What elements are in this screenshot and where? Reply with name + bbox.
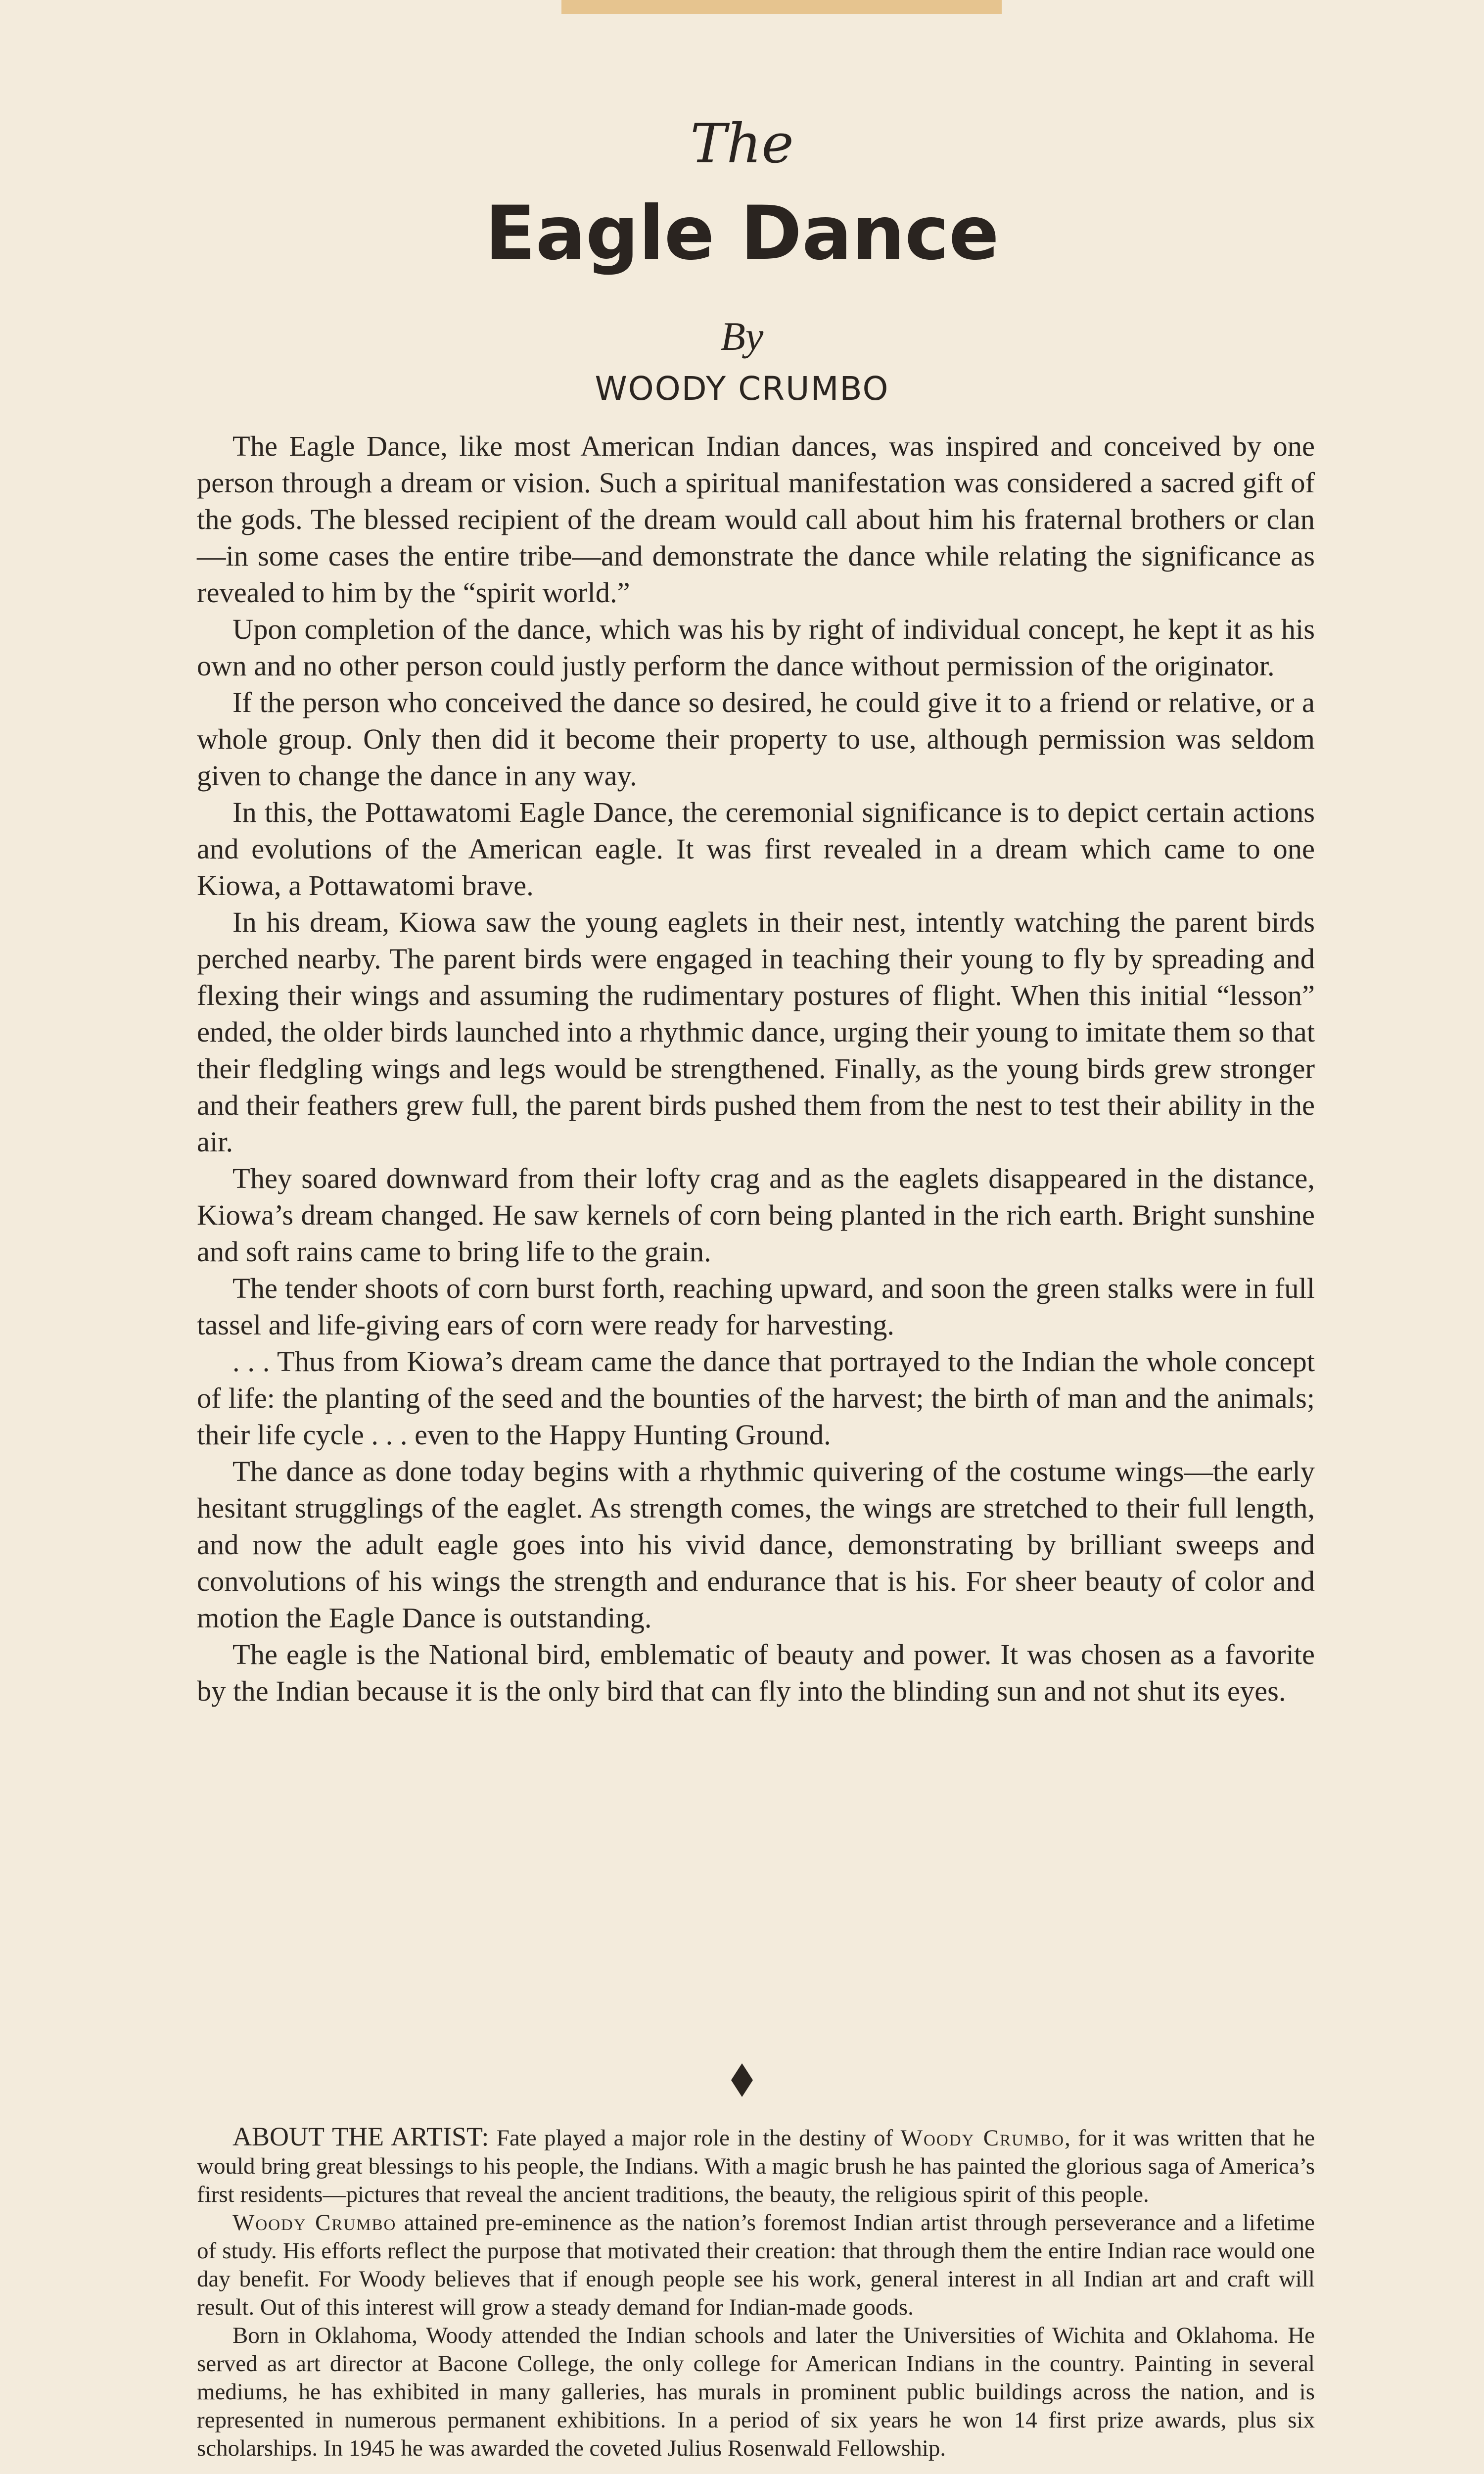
essay-paragraph: If the person who conceived the dance so desired, he could give it to a friend or relative, or a whole group. Only then did it become their property to use, although permission was seldom given to change the dance in any way.: [197, 686, 1315, 792]
about-paragraph: Born in Oklahoma, Woody attended the Indian schools and later the Universities of Wichita and Oklahoma. He served as art director at Bacone College, the only college for American Indians in the country. Painting in several mediums, he has exhibited in many galleries, has murals in prominent public buildings across the nation, and is represented in numerous permanent exhibitions. In a period of six years he won 14 first prize awards, plus six scholarships. In 1945 he was awarded the coveted Julius Rosenwald Fellowship.: [197, 2323, 1315, 2461]
diamond-ornament-icon: [731, 2063, 753, 2097]
essay-body: [197, 428, 1315, 1710]
about-text: Fate played a major role in the destiny of: [496, 2125, 893, 2151]
about-label: ABOUT THE ARTIST:: [232, 2122, 489, 2151]
byline: By: [720, 314, 764, 359]
about-the-artist: [197, 2123, 1315, 2463]
title-prefix: The: [690, 112, 794, 175]
essay-paragraph: In his dream, Kiowa saw the young eaglets in their nest, intently watching the parent birds perched nearby. The parent birds were engaged in teaching their young to fly by spreading and flexing their wings and assuming the rudimentary postures of flight. When this initial “lesson” ended, the older birds launched into a rhythmic dance, urging their young to imitate them so that their fledgling wings and legs would be strengthened. Finally, as the young birds grew stronger and their feathers grew full, the parent birds pushed them from the nest to test their ability in the air.: [197, 906, 1315, 1158]
essay-paragraph: The Eagle Dance, like most American Indian dances, was inspired and conceived by one person through a dream or vision. Such a spiritual manifestation was considered a sacred gift of the gods. The blessed recipient of the dream would call about him his fraternal brothers or clan—in some cases the entire tribe—and demonstrate the dance while relating the significance as revealed to him by the “spirit world.”: [197, 430, 1315, 609]
about-text: attained pre-eminence as the nation’s foremost Indian artist through perseverance and a lifetime of study. His efforts reflect the purpose that motivated their creation: that through them the entire Indian race would one day benefit. For Woody believes that if enough people see his work, general interest in all Indian art and craft will result. Out of this interest will grow a steady demand for Indian-made goods.: [197, 2210, 1315, 2320]
essay-paragraph: They soared downward from their lofty crag and as the eaglets disappeared in the distance, Kiowa’s dream changed. He saw kernels of corn being planted in the rich earth. Bright sunshine and soft rains came to bring life to the grain.: [197, 1162, 1315, 1268]
header: [0, 106, 1484, 411]
essay-paragraph: In this, the Pottawatomi Eagle Dance, the ceremonial significance is to depict certain actions and evolutions of the American eagle. It was first revealed in a dream which came to one Kiowa, a Pottawatomi brave.: [197, 796, 1315, 902]
essay-paragraph: . . . Thus from Kiowa’s dream came the dance that portrayed to the Indian the whole concept of life: the planting of the seed and the bounties of the harvest; the birth of man and the animals; their life cycle . . . even to the Happy Hunting Ground.: [197, 1345, 1315, 1451]
essay-paragraph: Upon completion of the dance, which was his by right of individual concept, he kept it as his own and no other person could justly perform the dance without permission of the originator.: [197, 613, 1315, 682]
essay-paragraph: The eagle is the National bird, emblematic of beauty and power. It was chosen as a favorite by the Indian because it is the only bird that can fly into the blinding sun and not shut its eyes.: [197, 1638, 1315, 1707]
about-text: , for it was written that he would bring great blessings to his people, the Indians. With a magic brush he has painted the glorious saga of America’s first residents—pictures that reveal the ancient traditions, the beauty, the religious spirit of this people.: [197, 2125, 1315, 2207]
artist-name: Woody Crumbo: [232, 2210, 397, 2236]
tape-strip: [561, 0, 1002, 14]
about-paragraph: [197, 2123, 1315, 2209]
author-name: WOODY CRUMBO: [595, 370, 889, 408]
artist-name: Woody Crumbo: [900, 2125, 1065, 2151]
essay-paragraph: The dance as done today begins with a rhythmic quivering of the costume wings—the early hesitant strugglings of the eaglet. As strength comes, the wings are stretched to their full length, and now the adult eagle goes into his vivid dance, demonstrating by brilliant sweeps and convolutions of his wings the strength and endurance that is his. For sheer beauty of color and motion the Eagle Dance is outstanding.: [197, 1455, 1315, 1634]
essay-paragraph: The tender shoots of corn burst forth, reaching upward, and soon the green stalks were in full tassel and life-giving ears of corn were ready for harvesting.: [197, 1272, 1315, 1341]
about-paragraph: [197, 2209, 1315, 2322]
page-title: Eagle Dance: [485, 190, 999, 277]
